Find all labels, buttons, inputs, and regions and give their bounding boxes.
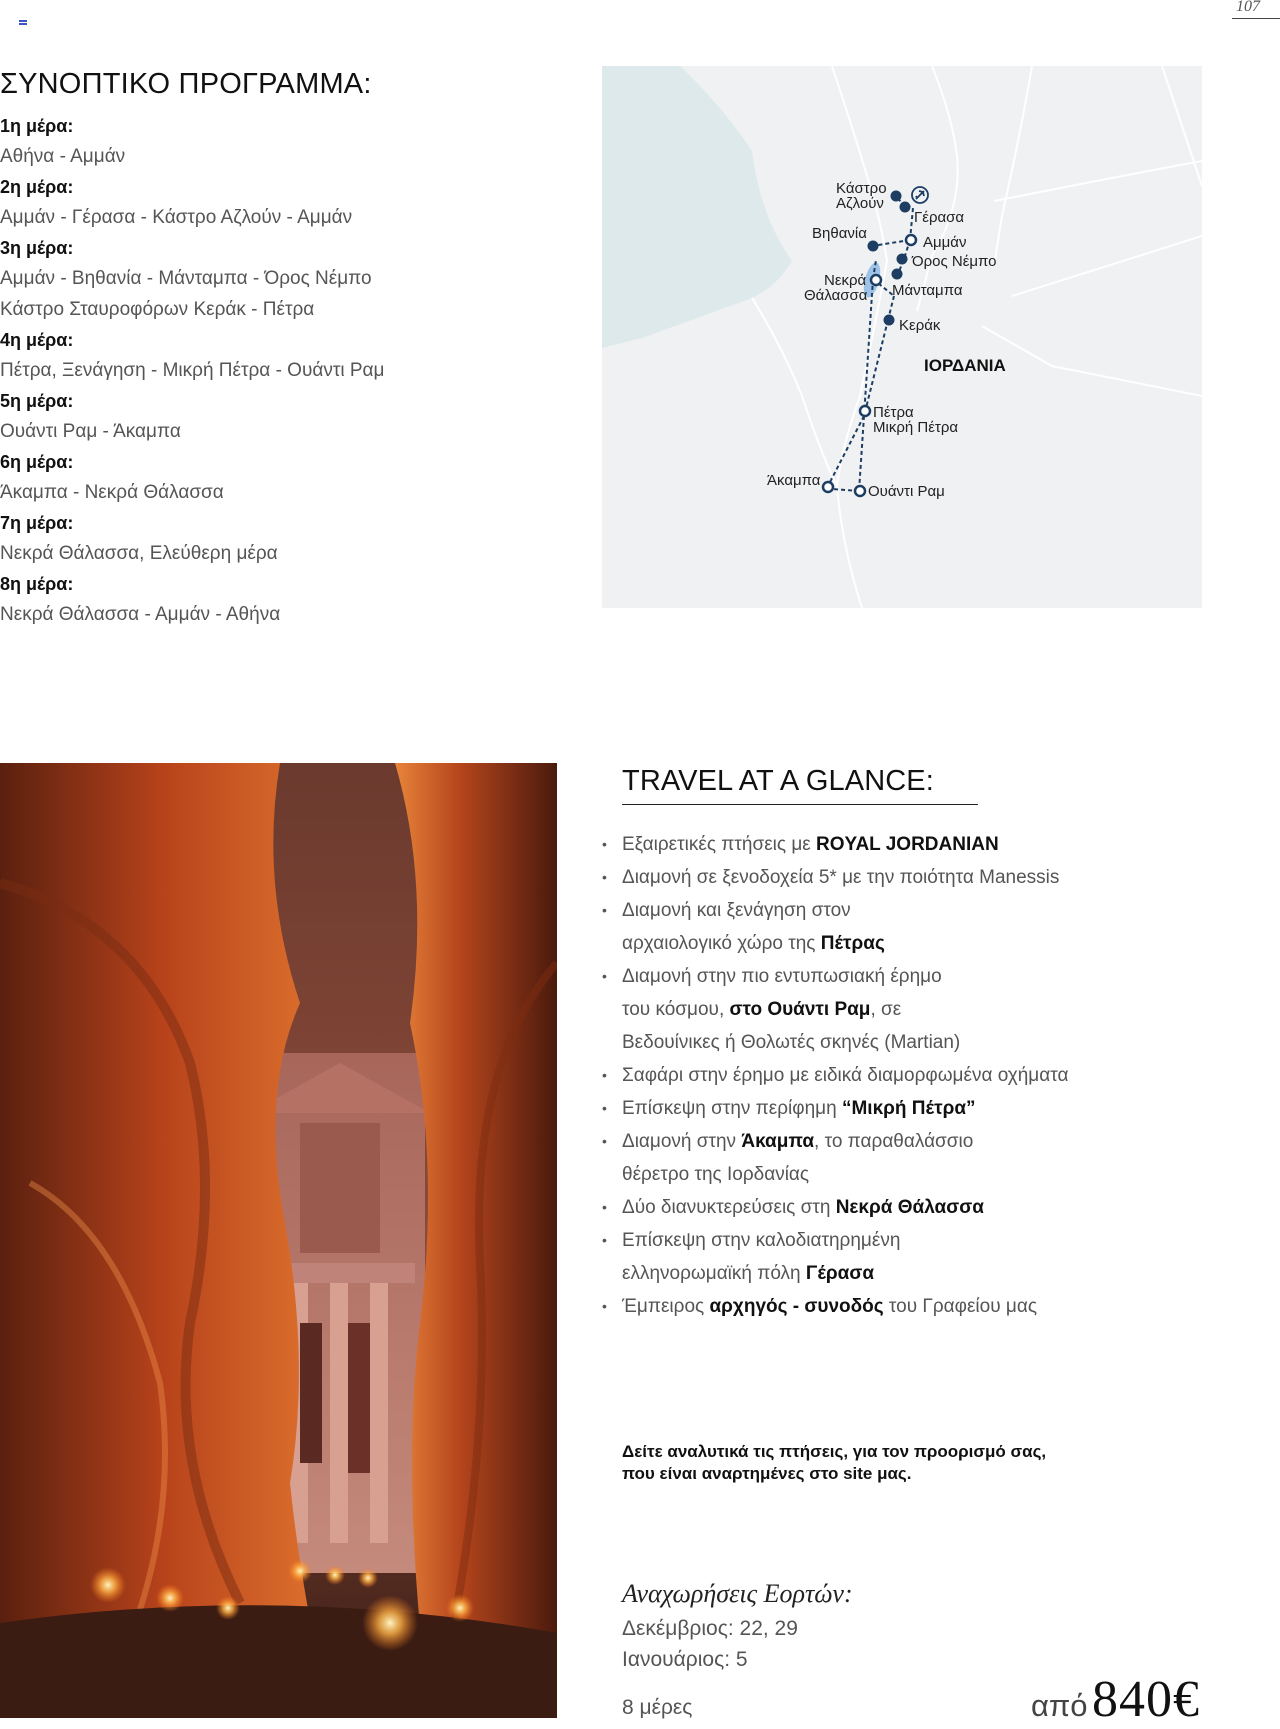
day-route: Πέτρα, Ξενάγηση - Μικρή Πέτρα - Ουάντι Ραμ bbox=[0, 360, 385, 381]
label-aqaba: Άκαμπα bbox=[767, 472, 821, 489]
label-petra: Πέτρα bbox=[873, 404, 914, 421]
departure-december: Δεκέμβριος: 22, 29 bbox=[622, 1617, 798, 1640]
highlight-line bbox=[622, 993, 1242, 1026]
day-label: 8η μέρα: bbox=[0, 574, 74, 594]
price-block bbox=[1031, 1670, 1200, 1729]
day-label: 3η μέρα: bbox=[0, 238, 74, 258]
label-bethany: Βηθανία bbox=[812, 225, 867, 242]
highlight-emphasis: στο Ουάντι Ραμ bbox=[729, 999, 871, 1020]
label-wadirum: Ουάντι Ραμ bbox=[868, 483, 945, 500]
highlight-line bbox=[622, 1191, 1242, 1224]
label-nebo: Όρος Νέμπο bbox=[912, 253, 997, 270]
departures-title: Αναχωρήσεις Εορτών: bbox=[622, 1579, 853, 1608]
day-label: 2η μέρα: bbox=[0, 177, 74, 197]
highlight-line bbox=[622, 1224, 1242, 1257]
flights-note bbox=[622, 1441, 1242, 1485]
label-madaba: Μάνταμπα bbox=[892, 282, 963, 299]
highlight-line bbox=[622, 894, 1242, 927]
highlight-emphasis: Νεκρά Θάλασσα bbox=[835, 1197, 984, 1218]
highlight-line bbox=[622, 1257, 1242, 1290]
highlight-item bbox=[602, 960, 1242, 1059]
highlight-text: αρχαιολογικό χώρο της bbox=[622, 933, 821, 954]
travel-at-a-glance bbox=[602, 765, 1242, 1323]
label-little-petra: Μικρή Πέτρα bbox=[873, 419, 959, 436]
day-route: Αθήνα - Αμμάν bbox=[0, 146, 126, 167]
route-map bbox=[602, 66, 1202, 608]
highlight-line bbox=[622, 960, 1242, 993]
highlight-text: Διαμονή σε ξενοδοχεία 5* με την ποιότητα Manessis bbox=[622, 867, 1060, 888]
map-point-deadsea bbox=[871, 275, 881, 285]
day-label: 1η μέρα: bbox=[0, 116, 74, 136]
highlight-line bbox=[622, 828, 1242, 861]
highlight-text: Επίσκεψη στην καλοδιατηρημένη bbox=[622, 1230, 901, 1251]
glance-title-underline bbox=[622, 804, 978, 805]
price-amount: 840€ bbox=[1092, 1671, 1200, 1728]
highlight-text: Επίσκεψη στην περίφημη bbox=[622, 1098, 842, 1119]
map-point-bethany bbox=[868, 241, 879, 252]
highlight-text: Σαφάρι στην έρημο με ειδικά διαμορφωμένα οχήματα bbox=[622, 1065, 1069, 1086]
day-label: 4η μέρα: bbox=[0, 330, 74, 350]
highlight-text: Βεδουίνικες ή Θολωτές σκηνές (Martian) bbox=[622, 1032, 961, 1053]
highlight-text: Διαμονή και ξενάγηση στον bbox=[622, 900, 851, 921]
highlight-text: του κόσμου, bbox=[622, 999, 730, 1020]
map-point-madaba bbox=[892, 269, 903, 280]
map-point-aqaba bbox=[823, 482, 833, 492]
day-route: Άκαμπα - Νεκρά Θάλασσα bbox=[0, 482, 224, 503]
day-label: 7η μέρα: bbox=[0, 513, 74, 533]
highlight-item bbox=[602, 1059, 1242, 1092]
highlight-text: Διαμονή στην πιο εντυπωσιακή έρημο bbox=[622, 966, 942, 987]
highlight-text: Εξαιρετικές πτήσεις με bbox=[622, 834, 817, 855]
label-ajloun-1: Κάστρο bbox=[836, 180, 887, 197]
highlight-item bbox=[602, 1092, 1242, 1125]
program-summary bbox=[0, 68, 560, 630]
flights-note-line-2: που είναι αναρτημένες στο site μας. bbox=[622, 1464, 912, 1483]
highlight-emphasis: αρχηγός - συνοδός bbox=[709, 1296, 884, 1317]
highlight-item bbox=[602, 861, 1242, 894]
label-deadsea-1: Νεκρά bbox=[824, 272, 867, 289]
highlight-line bbox=[622, 861, 1242, 894]
map-point-nebo bbox=[897, 254, 908, 265]
highlight-line bbox=[622, 927, 1242, 960]
map-point-kerak bbox=[884, 315, 895, 326]
label-amman: Αμμάν bbox=[923, 234, 967, 251]
program-title: ΣΥΝΟΠΤΙΚΟ ΠΡΟΓΡΑΜΜΑ: bbox=[0, 68, 372, 100]
highlight-text: ελληνορωμαϊκή πόλη bbox=[622, 1263, 806, 1284]
label-country: ΙΟΡΔΑΝΙΑ bbox=[924, 356, 1006, 375]
page-number-rule bbox=[1232, 18, 1280, 19]
highlight-text: θέρετρο της Ιορδανίας bbox=[622, 1164, 810, 1185]
day-route: Αμμάν - Γέρασα - Κάστρο Αζλούν - Αμμάν bbox=[0, 207, 353, 228]
highlight-item bbox=[602, 1224, 1242, 1290]
petra-treasury-photo bbox=[0, 763, 557, 1718]
highlight-line bbox=[622, 1092, 1242, 1125]
label-jerash: Γέρασα bbox=[914, 209, 965, 226]
label-kerak: Κεράκ bbox=[899, 317, 941, 334]
highlight-text: Έμπειρος bbox=[622, 1296, 710, 1317]
highlight-text: Δύο διανυκτερεύσεις στη bbox=[622, 1197, 836, 1218]
highlight-emphasis: “Μικρή Πέτρα” bbox=[841, 1098, 976, 1119]
page-number: 107 bbox=[1236, 0, 1260, 15]
mediterranean-sea bbox=[602, 66, 792, 348]
highlight-emphasis: Γέρασα bbox=[805, 1263, 875, 1284]
highlight-item bbox=[602, 1125, 1242, 1191]
map-point-jerash bbox=[900, 202, 911, 213]
day-route: Νεκρά Θάλασσα - Αμμάν - Αθήνα bbox=[0, 604, 281, 625]
highlight-emphasis: ROYAL JORDANIAN bbox=[816, 834, 999, 855]
highlight-emphasis: Πέτρας bbox=[820, 933, 885, 954]
highlight-item bbox=[602, 1290, 1242, 1323]
flights-note-line-1: Δείτε αναλυτικά τις πτήσεις, για τον προορισμό σας, bbox=[622, 1442, 1047, 1461]
holiday-departures bbox=[622, 1579, 853, 1675]
highlight-text: , το παραθαλάσσιο bbox=[814, 1131, 974, 1152]
highlight-emphasis: Άκαμπα bbox=[741, 1131, 815, 1152]
day-list bbox=[0, 111, 560, 630]
highlight-item bbox=[602, 1191, 1242, 1224]
highlight-line bbox=[622, 1125, 1242, 1158]
map-point-ajloun bbox=[891, 191, 902, 202]
price-from-label: από bbox=[1030, 1688, 1088, 1723]
airplane-icon bbox=[912, 187, 928, 203]
label-deadsea-2: Θάλασσα bbox=[804, 287, 868, 304]
highlight-line bbox=[622, 1059, 1242, 1092]
greek-flag-icon bbox=[19, 20, 27, 27]
highlight-text: του Γραφείου μας bbox=[883, 1296, 1037, 1317]
highlight-line bbox=[622, 1026, 1242, 1059]
day-route: Ουάντι Ραμ - Άκαμπα bbox=[0, 421, 181, 442]
highlight-line bbox=[622, 1158, 1242, 1191]
day-route: Αμμάν - Βηθανία - Μάνταμπα - Όρος Νέμπο bbox=[0, 268, 372, 289]
day-label: 5η μέρα: bbox=[0, 391, 74, 411]
departure-january: Ιανουάριος: 5 bbox=[622, 1648, 748, 1671]
label-ajloun-2: Αζλούν bbox=[836, 195, 884, 212]
highlight-line bbox=[622, 1290, 1242, 1323]
highlights-list bbox=[602, 828, 1242, 1323]
map-point-petra bbox=[860, 406, 870, 416]
highlight-item bbox=[602, 828, 1242, 861]
map-point-wadirum bbox=[855, 486, 865, 496]
day-label: 6η μέρα: bbox=[0, 452, 74, 472]
highlight-text: Διαμονή στην bbox=[622, 1131, 742, 1152]
highlight-item bbox=[602, 894, 1242, 960]
highlight-text: , σε bbox=[870, 999, 902, 1020]
glance-title: TRAVEL AT A GLANCE: bbox=[622, 765, 934, 797]
map-point-amman bbox=[906, 235, 916, 245]
day-route: Κάστρο Σταυροφόρων Κεράκ - Πέτρα bbox=[0, 299, 315, 320]
trip-duration: 8 μέρες bbox=[622, 1696, 693, 1719]
day-route: Νεκρά Θάλασσα, Ελεύθερη μέρα bbox=[0, 543, 278, 564]
